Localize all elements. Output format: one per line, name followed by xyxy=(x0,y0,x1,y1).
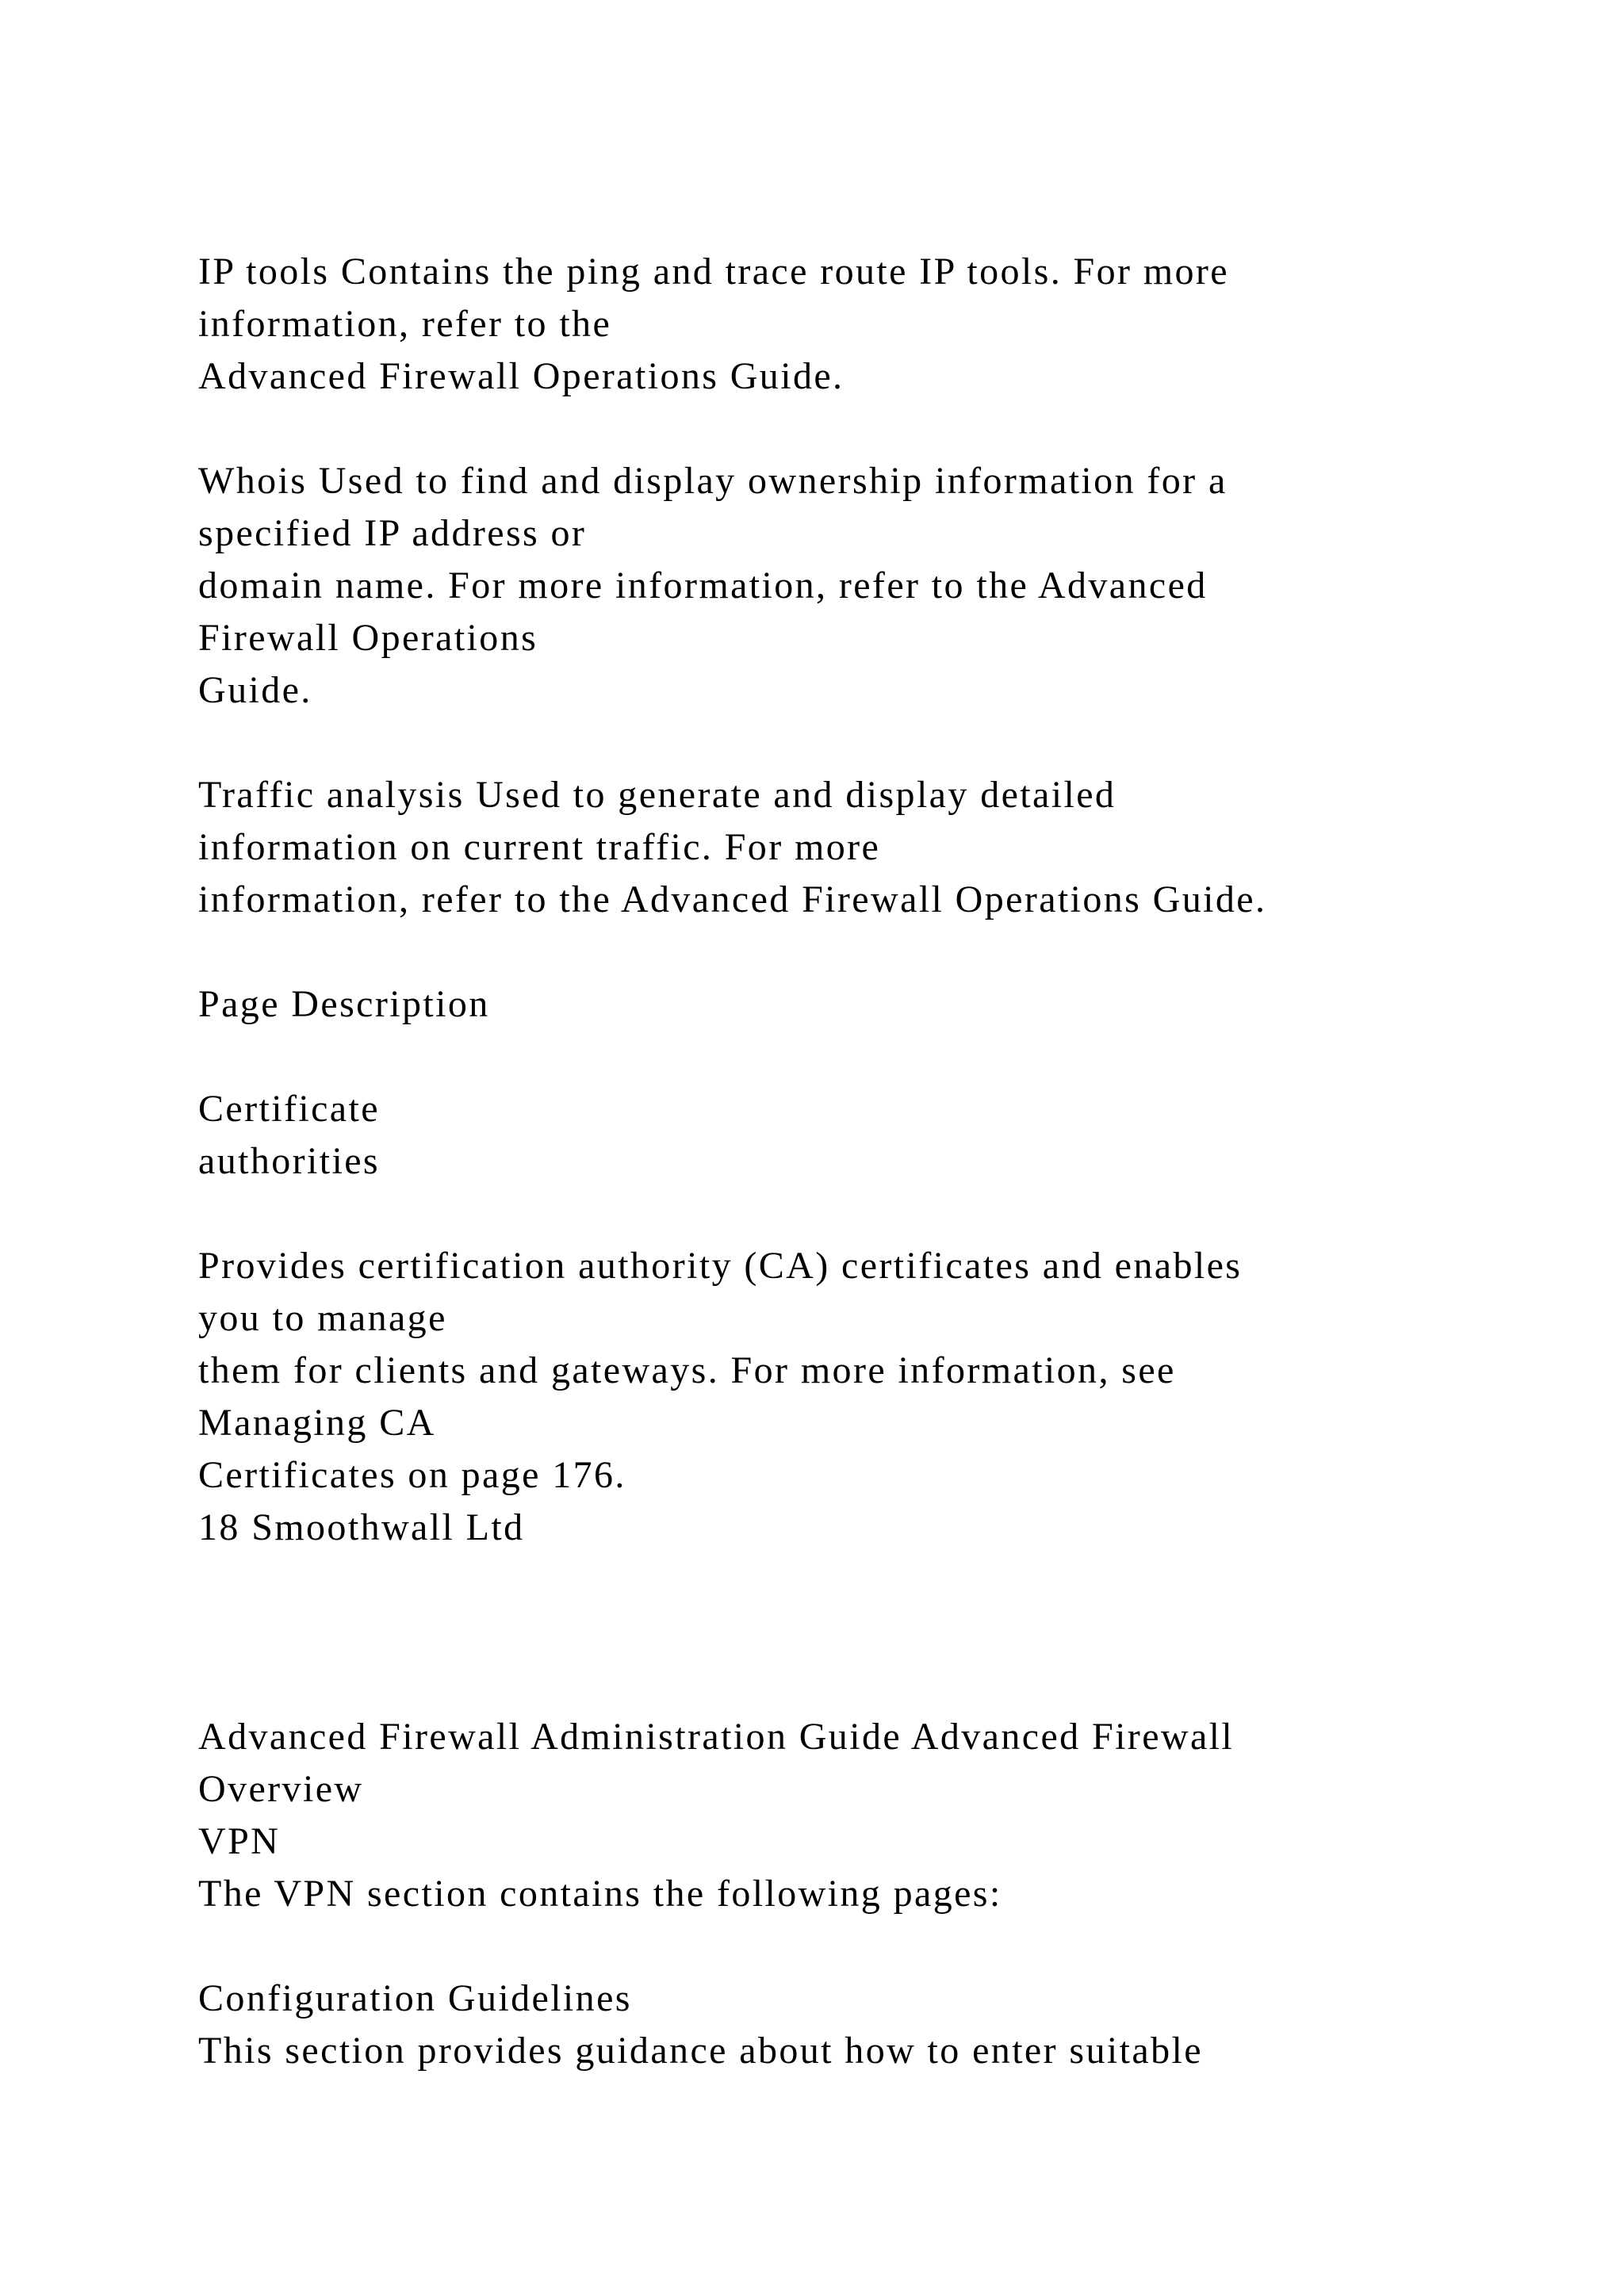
whois-line-1: Whois Used to find and display ownership information for a xyxy=(198,460,1228,502)
whois-line-2: specified IP address or xyxy=(198,512,587,554)
certificate-authorities-line-2: authorities xyxy=(198,1140,381,1182)
traffic-analysis-line-2: information on current traffic. For more xyxy=(198,826,881,868)
traffic-analysis-line-3: information, refer to the Advanced Firewall Operations Guide. xyxy=(198,878,1267,920)
whois-line-4: Firewall Operations xyxy=(198,617,538,659)
certificate-authorities-line-1: Certificate xyxy=(198,1088,380,1130)
page-footer: 18 Smoothwall Ltd xyxy=(198,1506,525,1548)
configuration-guidelines-line: This section provides guidance about how to enter suitable xyxy=(198,2030,1203,2072)
certificate-description-line-1: Provides certification authority (CA) certificates and enables xyxy=(198,1245,1243,1287)
certificate-description-line-3: them for clients and gateways. For more information, see xyxy=(198,1349,1176,1391)
guide-heading-line-2: Overview xyxy=(198,1768,364,1810)
vpn-heading: VPN xyxy=(198,1820,281,1862)
certificate-description-line-4: Managing CA xyxy=(198,1402,436,1444)
certificate-description-line-5: Certificates on page 176. xyxy=(198,1454,626,1496)
configuration-guidelines-heading: Configuration Guidelines xyxy=(198,1977,632,2019)
vpn-intro: The VPN section contains the following pages: xyxy=(198,1873,1002,1915)
table-heading: Page Description xyxy=(198,983,490,1025)
guide-heading-line-1: Advanced Firewall Administration Guide Advanced Firewall xyxy=(198,1716,1235,1758)
whois-line-3: domain name. For more information, refer to the Advanced xyxy=(198,564,1208,607)
ip-tools-line-1: IP tools Contains the ping and trace route IP tools. For more xyxy=(198,251,1230,293)
ip-tools-line-2: information, refer to the xyxy=(198,303,612,345)
ip-tools-line-3: Advanced Firewall Operations Guide. xyxy=(198,355,845,397)
certificate-description-line-2: you to manage xyxy=(198,1297,447,1339)
traffic-analysis-line-1: Traffic analysis Used to generate and display detailed xyxy=(198,774,1116,816)
whois-line-5: Guide. xyxy=(198,669,312,711)
